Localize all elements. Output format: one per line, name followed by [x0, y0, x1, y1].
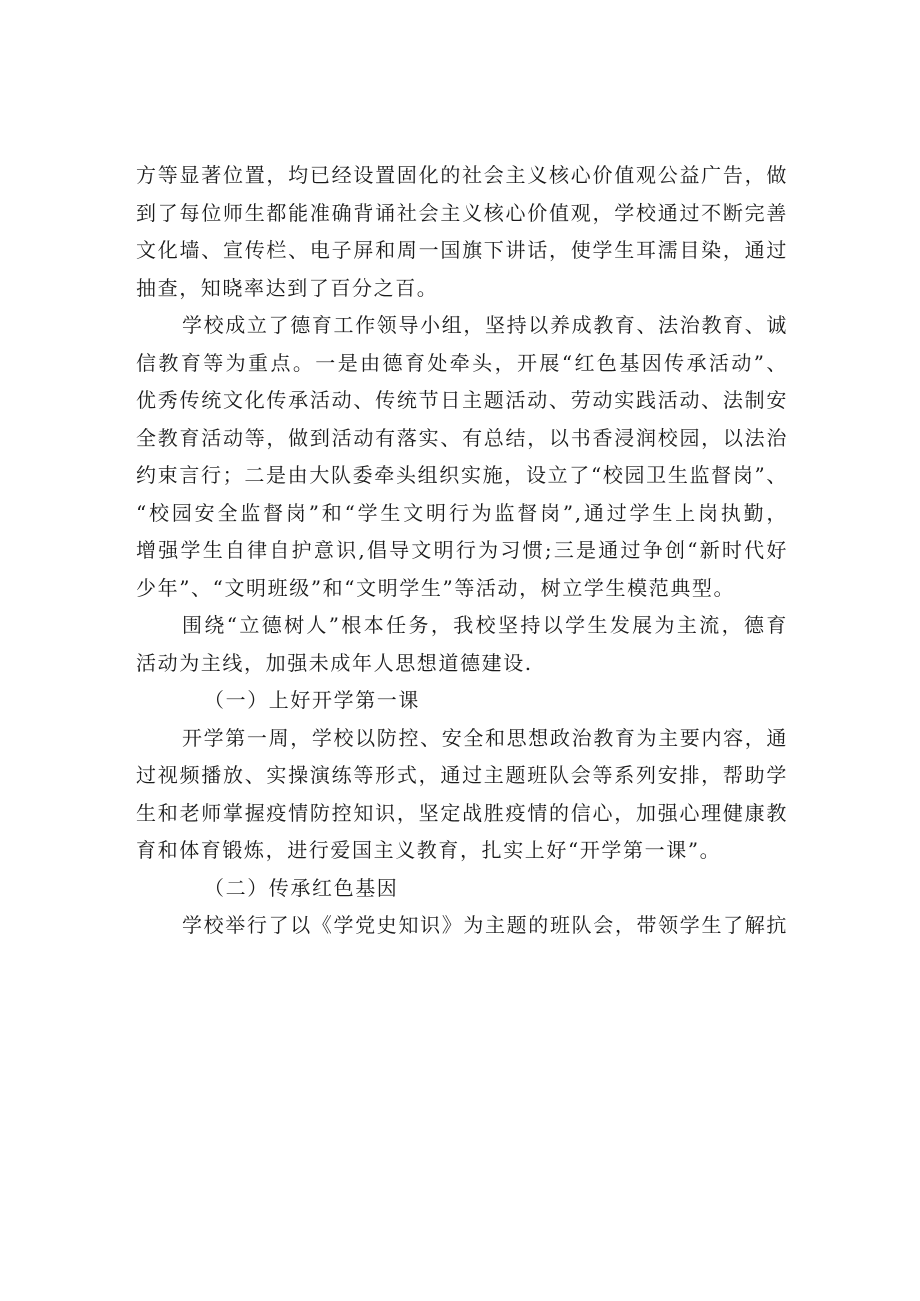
paragraph-line: 过视频播放、实操演练等形式，通过主题班队会等系列安排，帮助学 [136, 763, 788, 787]
paragraph-line: 全教育活动等，做到活动有落实、有总结，以书香浸润校园，以法治 [136, 425, 788, 450]
paragraph-line: 方等显著位置，均已经设置固化的社会主义核心价值观公益广告，做 [136, 163, 788, 187]
paragraph-line: 到了每位师生都能准确背诵社会主义核心价值观，学校通过不断完善 [136, 200, 788, 225]
paragraph-line: 优秀传统文化传承活动、传统节日主题活动、劳动实践活动、法制安 [136, 388, 788, 412]
paragraph-line: 学校举行了以《学党史知识》为主题的班队会，带领学生了解抗 [182, 913, 788, 937]
section-heading: （一）上好开学第一课 [204, 688, 420, 712]
paragraph-line: 抽查，知晓率达到了百分之百。 [136, 275, 439, 300]
paragraph-line: 少年”、“文明班级”和“文明学生”等活动，树立学生模范典型。 [136, 575, 736, 600]
paragraph-line: “校园安全监督岗”和“学生文明行为监督岗”,通过学生上岗执勤， [136, 500, 788, 525]
paragraph-line: 开学第一周，学校以防控、安全和思想政治教育为主要内容，通 [182, 725, 788, 750]
document-body [136, 157, 788, 945]
section-heading: （二）传承红色基因 [204, 875, 399, 900]
paragraph-line: 信教育等为重点。一是由德育处牵头，开展“红色基因传承活动”、 [136, 350, 788, 375]
paragraph-line: 增强学生自律自护意识,倡导文明行为习惯;三是通过争创“新时代好 [136, 538, 788, 562]
paragraph-line: 活动为主线，加强未成年人思想道德建设. [136, 650, 533, 675]
paragraph-line: 育和体育锻炼，进行爱国主义教育，扎实上好“开学第一课”。 [136, 838, 722, 862]
paragraph-line: 围绕“立德树人”根本任务，我校坚持以学生发展为主流，德育 [182, 613, 788, 637]
paragraph-line: 文化墙、宣传栏、电子屏和周一国旗下讲话，使学生耳濡目染，通过 [136, 238, 788, 262]
paragraph-line: 约束言行；二是由大队委牵头组织实施，设立了“校园卫生监督岗”、 [136, 463, 788, 487]
paragraph-line: 生和老师掌握疫情防控知识，坚定战胜疫情的信心，加强心理健康教 [136, 800, 788, 825]
paragraph-line: 学校成立了德育工作领导小组，坚持以养成教育、法治教育、诚 [182, 313, 788, 337]
